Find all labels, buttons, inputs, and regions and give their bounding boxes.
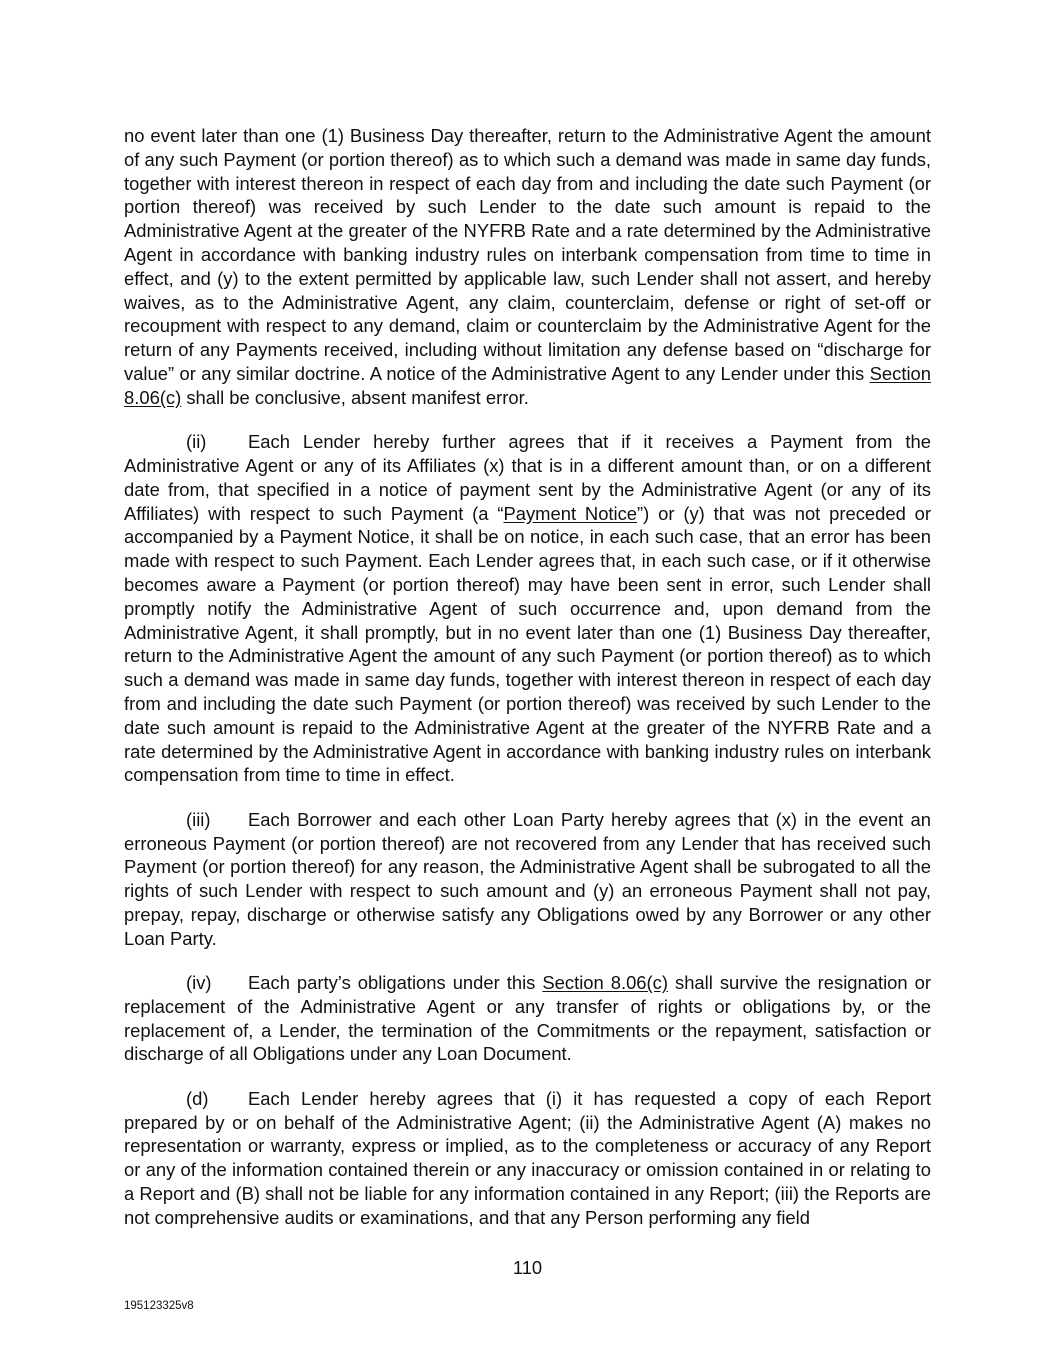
- defined-term: Payment Notice: [503, 502, 638, 524]
- page-number: 110: [512, 1257, 543, 1278]
- section-reference: Section 8.06(c): [542, 972, 668, 994]
- paragraph-marker: (iv): [186, 972, 212, 994]
- paragraph-iv: [124, 971, 931, 1066]
- paragraph-marker: (d): [186, 1087, 209, 1109]
- paragraph-text: shall survive the resignation or replacement of the Administrative Agent or any transfer of rights or obligations by, or the replacement of, a Lender, the termination of the Commitments or the repayment, satisfaction or discharge of all Obligations under any Loan Document.: [124, 972, 931, 1065]
- document-body: [124, 124, 931, 1230]
- paragraph-text: Each Borrower and each other Loan Party hereby agrees that (x) in the event an erroneous Payment (or portion thereof) are not recovered from any Lender that has received such Payment (or portion thereof) for any reason, the Administrative Agent shall be subrogated to all the rights of such Lender with respect to such amount and (y) an erroneous Payment shall not pay, prepay, repay, discharge or otherwise satisfy any Obligations owed by any Borrower or any other Loan Party.: [124, 808, 931, 949]
- paragraph-ii: [124, 430, 931, 787]
- section-reference: Section 8.06(c): [124, 362, 931, 408]
- paragraph-d: [124, 1087, 931, 1230]
- paragraph-iii: [124, 808, 931, 951]
- paragraph-text: Each party’s obligations under this: [248, 972, 543, 994]
- paragraph-text: no event later than one (1) Business Day thereafter, return to the Administrative Agent the amount of any such Payment (or portion thereof) as to which such a demand was made in same day funds, together with interest thereon in respect of each day from and including the date such Payment (or portion thereof) was received by such Lender to the date such amount is repaid to the Administrative Agent at the greater of the NYFRB Rate and a rate determined by the Administrative Agent in accordance with banking industry rules on interbank compensation from time to time in effect, and (y) to the extent permitted by applicable law, such Lender shall not assert, and hereby waives, as to the Administrative Agent, any claim, counterclaim, defense or right of set-off or recoupment with respect to any demand, claim or counterclaim by the Administrative Agent for the return of any Payments received, including without limitation any defense based on “discharge for value” or any similar doctrine. A notice of the Administrative Agent to any Lender under this: [124, 125, 931, 384]
- paragraph-text: Each Lender hereby further agrees that if it receives a Payment from the Administrative Agent or any of its Affiliates (x) that is in a different amount than, or on a different date from, that specified in a notice of payment sent by the Administrative Agent (or any of its Affiliates) with respect to such Payment (a “: [124, 431, 931, 524]
- paragraph-marker: (iii): [186, 808, 211, 830]
- paragraph-text: shall be conclusive, absent manifest error.: [181, 386, 529, 408]
- document-id: 195123325v8: [124, 1300, 194, 1312]
- paragraph-marker: (ii): [186, 431, 207, 453]
- paragraph-text: ”) or (y) that was not preceded or accompanied by a Payment Notice, it shall be on notice, in each such case, that an error has been made with respect to such Payment. Each Lender agrees that, in each such case, or if it otherwise becomes aware a Payment (or portion thereof) may have been sent in error, such Lender shall promptly notify the Administrative Agent of such occurrence and, upon demand from the Administrative Agent, it shall promptly, but in no event later than one (1) Business Day thereafter, return to the Administrative Agent the amount of any such Payment (or portion thereof) as to which such a demand was made in same day funds, together with interest thereon in respect of each day from and including the date such Payment (or portion thereof) was received by such Lender to the date such amount is repaid to the Administrative Agent at the greater of the NYFRB Rate and a rate determined by the Administrative Agent in accordance with banking industry rules on interbank compensation from time to time in effect.: [124, 502, 932, 786]
- paragraph-continuation: [124, 124, 931, 410]
- paragraph-text: Each Lender hereby agrees that (i) it has requested a copy of each Report prepared by or on behalf of the Administrative Agent; (ii) the Administrative Agent (A) makes no representation or warranty, express or implied, as to the completeness or accuracy of any Report or any of the information contained therein or any inaccuracy or omission contained in or relating to a Report and (B) shall not be liable for any information contained in any Report; (iii) the Reports are not comprehensive audits or examinations, and that any Person performing any field: [124, 1087, 931, 1228]
